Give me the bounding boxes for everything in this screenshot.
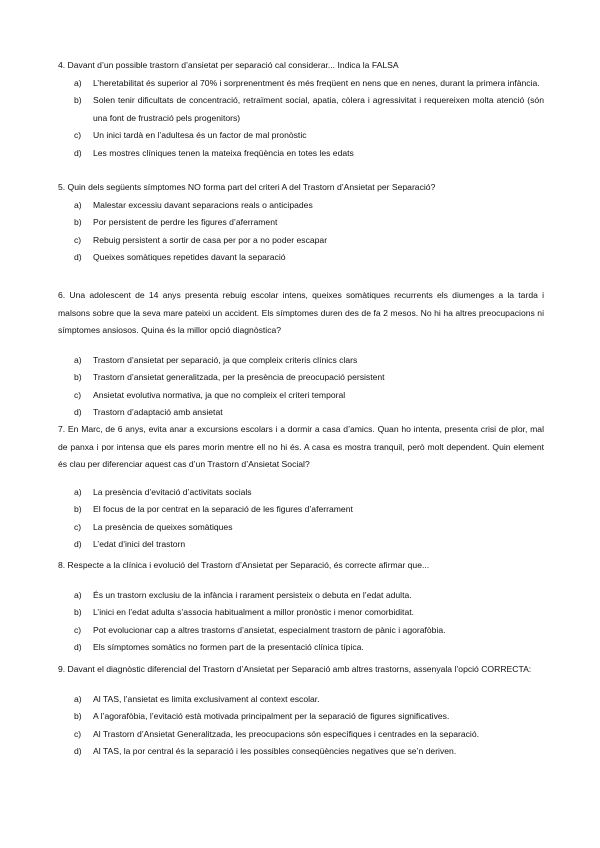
- option-d: [58, 536, 544, 554]
- option-marker: d): [74, 539, 82, 549]
- option-marker: a): [74, 354, 82, 365]
- option-marker: c): [74, 728, 82, 739]
- option-marker: b): [74, 217, 82, 227]
- option-c: [58, 519, 544, 537]
- option-text: La presència de queixes somàtiques: [93, 521, 233, 532]
- option-marker: b): [74, 95, 82, 105]
- option-d: [58, 743, 544, 761]
- question-4: [58, 57, 544, 162]
- option-b: [58, 214, 544, 232]
- option-text: Ansietat evolutiva normativa, ja que no compleix el criteri temporal: [93, 389, 346, 400]
- option-marker: a): [74, 77, 82, 88]
- option-marker: c): [74, 389, 82, 400]
- option-b: [58, 708, 544, 726]
- option-c: [58, 622, 544, 640]
- option-text: Al Trastorn d’Ansietat Generalitzada, les preocupacions són específiques i centrades en la separació.: [93, 728, 479, 739]
- option-marker: a): [74, 486, 82, 497]
- option-marker: a): [74, 589, 82, 600]
- option-text: Trastorn d’ansietat generalitzada, per la presència de preocupació persistent: [93, 372, 385, 382]
- option-text: L’inici en l’edat adulta s’associa habitualment a millor pronòstic i menor comorbiditat.: [93, 607, 414, 617]
- option-c: [58, 232, 544, 250]
- option-marker: b): [74, 607, 82, 617]
- option-marker: c): [74, 624, 82, 635]
- option-b: [58, 501, 544, 519]
- option-text: És un trastorn exclusiu de la infància i rarament persisteix o debuta en l’edat adulta.: [93, 589, 412, 600]
- option-marker: a): [74, 199, 82, 210]
- question-stem: 7. En Marc, de 6 anys, evita anar a excursions escolars i a dormir a casa d’amics. Quan ho intenta, presenta crisi de plor, mal de panxa i por intensa que els pares morin mentre ell no hi és. A casa es mostra tranquil, però molt dependent. Quin element és clau per diferenciar aquest cas d’un Trastorn d’Ansietat Social?: [58, 424, 544, 469]
- options-list: [58, 197, 544, 267]
- option-text: Rebuig persistent a sortir de casa per por a no poder escapar: [93, 234, 328, 245]
- question-7: [58, 421, 544, 554]
- option-text: Por persistent de perdre les figures d’aferrament: [93, 217, 278, 227]
- option-a: [58, 587, 544, 605]
- question-stem: 4. Davant d’un possible trastorn d’ansietat per separació cal considerar... Indica la FALSA: [58, 60, 399, 70]
- option-text: Al TAS, l’ansietat es limita exclusivament al context escolar.: [93, 693, 320, 704]
- option-d: [58, 639, 544, 657]
- option-marker: d): [74, 746, 82, 756]
- options-list: [58, 75, 544, 163]
- options-list: [58, 352, 544, 422]
- question-5: [58, 179, 544, 267]
- option-d: [58, 145, 544, 163]
- option-a: [58, 197, 544, 215]
- question-6: [58, 287, 544, 422]
- option-text: El focus de la por centrat en la separació de les figures d’aferrament: [93, 504, 353, 514]
- option-marker: d): [74, 147, 82, 158]
- option-text: L’heretabilitat és superior al 70% i sorprenentment és més freqüent en nens que en nenes, durant la primera infància.: [93, 77, 540, 88]
- option-b: [58, 369, 544, 387]
- option-d: [58, 249, 544, 267]
- option-a: [58, 484, 544, 502]
- option-marker: c): [74, 521, 82, 532]
- option-text: L’edat d’inici del trastorn: [93, 539, 186, 549]
- option-marker: a): [74, 693, 82, 704]
- option-marker: d): [74, 252, 82, 262]
- option-text: Les mostres clíniques tenen la mateixa freqüència en totes les edats: [93, 147, 354, 158]
- option-a: [58, 352, 544, 370]
- option-text: La presència d’evitació d’activitats socials: [93, 486, 252, 497]
- option-b: [58, 92, 544, 127]
- option-marker: b): [74, 711, 82, 721]
- option-a: [58, 75, 544, 93]
- option-text: A l’agorafòbia, l’evitació està motivada principalment per la separació de figures significatives.: [93, 711, 450, 721]
- option-marker: c): [74, 234, 82, 245]
- question-stem: 8. Respecte a la clínica i evolució del Trastorn d’Ansietat per Separació, és correcte afirmar que...: [58, 560, 430, 570]
- options-list: [58, 691, 544, 761]
- option-marker: c): [74, 130, 82, 140]
- option-text: Al TAS, la por central és la separació i les possibles conseqüències negatives que se’n deriven.: [93, 746, 457, 756]
- options-list: [58, 587, 544, 657]
- option-marker: d): [74, 642, 82, 652]
- option-marker: b): [74, 504, 82, 514]
- option-c: [58, 726, 544, 744]
- question-stem: 6. Una adolescent de 14 anys presenta rebuig escolar intens, queixes somàtiques recurrents els diumenges a la tarda i malsons sobre que la seva mare pateixi un accident. Els símptomes duren des de fa 2 mesos. No hi ha altres preocupacions ni símptomes ansiosos. Quina és la millor opció diagnòstica?: [58, 290, 544, 335]
- option-marker: d): [74, 407, 82, 417]
- option-text: Pot evolucionar cap a altres trastorns d’ansietat, especialment trastorn de pànic i agorafòbia.: [93, 624, 446, 635]
- option-text: Trastorn d’adaptació amb ansietat: [93, 407, 223, 417]
- option-d: [58, 404, 544, 422]
- option-text: Solen tenir dificultats de concentració, retraïment social, apatia, còlera i agressivitat i requereixen molta atenció (són una font de frustració pels progenitors): [93, 95, 544, 123]
- option-text: Malestar excessiu davant separacions reals o anticipades: [93, 199, 313, 210]
- option-text: Queixes somàtiques repetides davant la separació: [93, 252, 286, 262]
- option-b: [58, 604, 544, 622]
- option-text: Un inici tardà en l’adultesa és un factor de mal pronòstic: [93, 130, 307, 140]
- option-c: [58, 127, 544, 145]
- option-text: Els símptomes somàtics no formen part de la presentació clínica típica.: [93, 642, 364, 652]
- question-9: [58, 661, 544, 761]
- options-list: [58, 484, 544, 554]
- option-text: Trastorn d’ansietat per separació, ja que compleix criteris clínics clars: [93, 354, 358, 365]
- option-marker: b): [74, 372, 82, 382]
- question-stem: 9. Davant el diagnòstic diferencial del Trastorn d’Ansietat per Separació amb altres trastorns, assenyala l’opció CORRECTA:: [58, 664, 532, 674]
- question-8: [58, 557, 544, 657]
- option-c: [58, 387, 544, 405]
- option-a: [58, 691, 544, 709]
- question-stem: 5. Quin dels següents símptomes NO forma part del criteri A del Trastorn d’Ansietat per Separació?: [58, 182, 436, 192]
